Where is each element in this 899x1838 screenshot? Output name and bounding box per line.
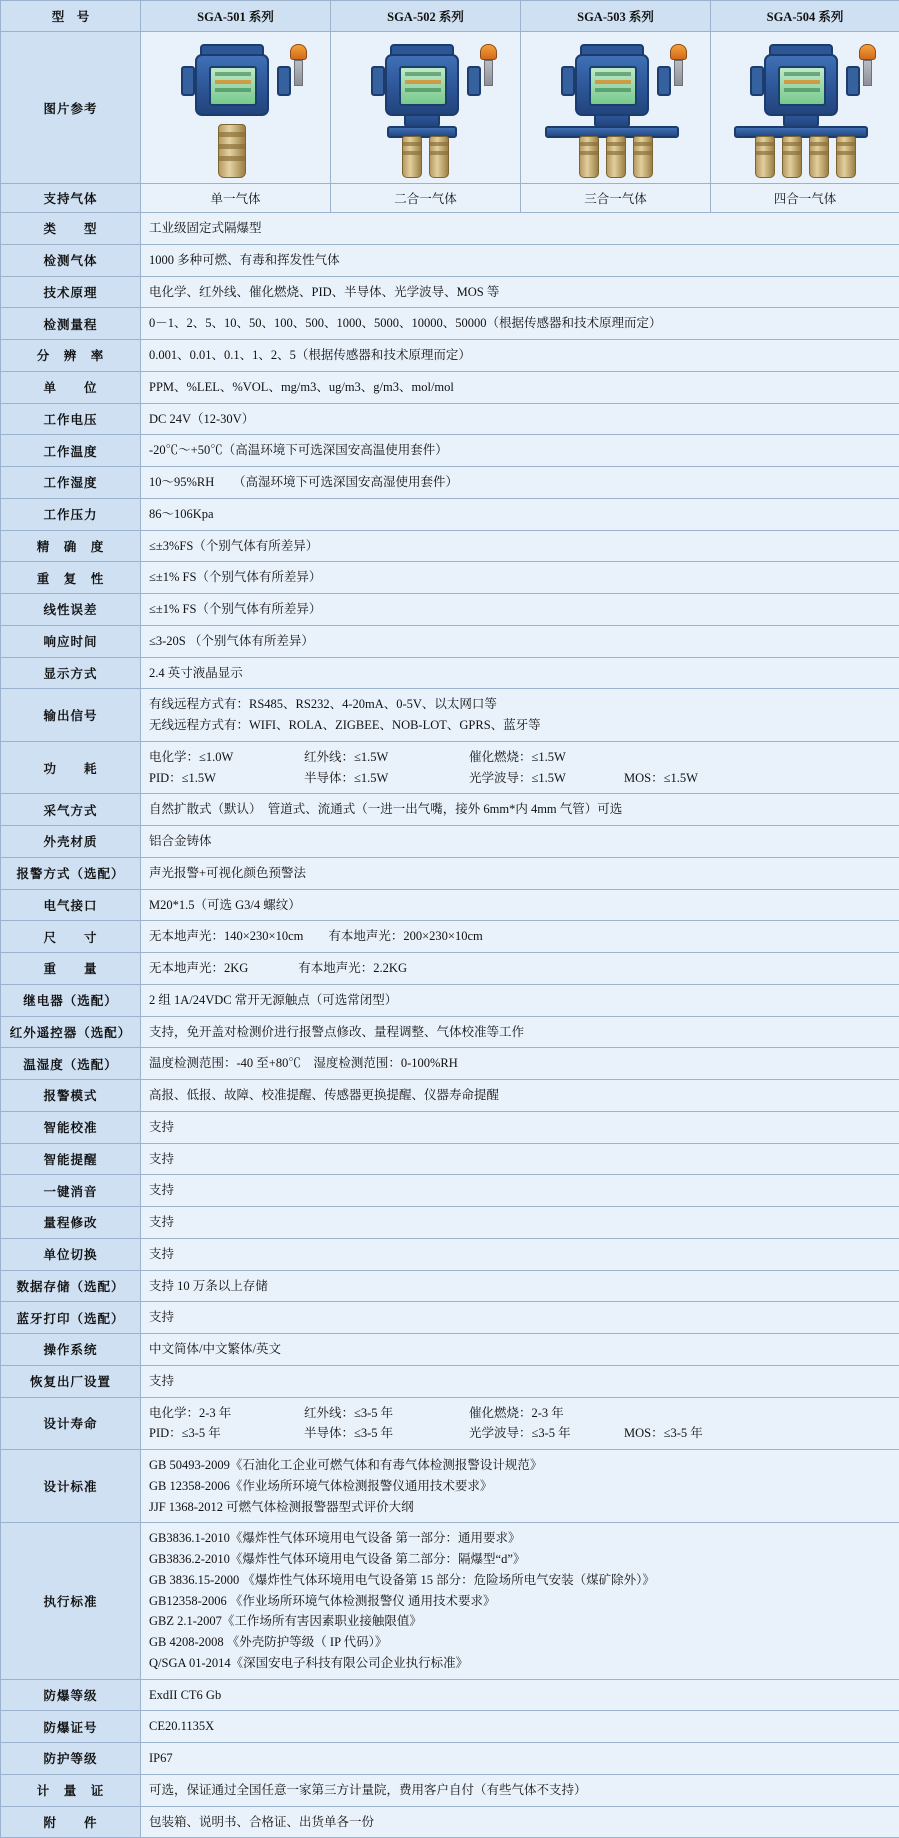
row-value xyxy=(141,371,899,403)
row-value-line: GB 50493-2009《石油化工企业可燃气体和有毒气体检测报警设计规范》 xyxy=(149,1455,891,1476)
row-label: 工作压力 xyxy=(1,498,141,530)
row-value-line: 铝合金铸体 xyxy=(149,831,891,852)
row-value-line: GB12358-2006 《作业场所环境气体检测报警仪 通用技术要求》 xyxy=(149,1591,891,1612)
row-value-cell: PID：≤3-5 年 xyxy=(149,1423,304,1444)
table-row xyxy=(1,371,899,403)
gas-value-501: 单一气体 xyxy=(141,184,331,213)
row-value-line: 高报、低报、故障、校准提醒、传感器更换提醒、仪器寿命提醒 xyxy=(149,1085,891,1106)
model-502: SGA-502 系列 xyxy=(331,1,521,32)
row-label: 分 辨 率 xyxy=(1,340,141,372)
table-row xyxy=(1,826,899,858)
image-row-label: 图片参考 xyxy=(1,32,141,184)
row-value-line: 电化学、红外线、催化燃烧、PID、半导体、光学波导、MOS 等 xyxy=(149,282,891,303)
table-row xyxy=(1,530,899,562)
row-value xyxy=(141,435,899,467)
row-value xyxy=(141,1365,899,1397)
row-value-line: 支持 xyxy=(149,1149,891,1170)
row-value-line: 1000 多种可燃、有毒和挥发性气体 xyxy=(149,250,891,271)
row-label: 智能提醒 xyxy=(1,1143,141,1175)
sensor-probe-icon xyxy=(633,136,653,178)
row-label: 防护等级 xyxy=(1,1743,141,1775)
sensor-probe-icon xyxy=(809,136,829,178)
row-label: 单位切换 xyxy=(1,1238,141,1270)
row-value-line: CE20.1135X xyxy=(149,1716,891,1737)
row-value xyxy=(141,1207,899,1239)
row-value xyxy=(141,1774,899,1806)
row-value xyxy=(141,1143,899,1175)
row-value xyxy=(141,1175,899,1207)
device-image-502 xyxy=(331,32,521,184)
row-value-line: GB3836.1-2010《爆炸性气体环境用电气设备 第一部分：通用要求》 xyxy=(149,1528,891,1549)
row-label: 温湿度（选配） xyxy=(1,1048,141,1080)
gas-value-502: 二合一气体 xyxy=(331,184,521,213)
table-row xyxy=(1,1397,899,1450)
table-row-model xyxy=(1,1,899,32)
row-value xyxy=(141,1080,899,1112)
row-value-line: ≤±1% FS（个别气体有所差异） xyxy=(149,567,891,588)
row-label: 恢复出厂设置 xyxy=(1,1365,141,1397)
row-value xyxy=(141,340,899,372)
row-label: 工作温度 xyxy=(1,435,141,467)
row-label: 外壳材质 xyxy=(1,826,141,858)
row-value xyxy=(141,741,899,794)
table-row xyxy=(1,741,899,794)
table-row xyxy=(1,1207,899,1239)
row-label: 尺 寸 xyxy=(1,921,141,953)
table-row xyxy=(1,308,899,340)
row-label: 报警方式（选配） xyxy=(1,857,141,889)
row-value xyxy=(141,857,899,889)
display-screen-icon xyxy=(209,66,257,106)
gas-detector-illustration-triple xyxy=(531,36,701,181)
alarm-lamp-icon xyxy=(290,44,307,86)
model-row-label: 型 号 xyxy=(1,1,141,32)
row-value-line: ≤±3%FS（个别气体有所差异） xyxy=(149,536,891,557)
row-value xyxy=(141,1111,899,1143)
row-value-line: 2 组 1A/24VDC 常开无源触点（可选常闭型） xyxy=(149,990,891,1011)
table-row xyxy=(1,689,899,742)
row-value-cell: MOS：≤3-5 年 xyxy=(624,1423,764,1444)
sensor-probe-icon xyxy=(218,124,246,178)
table-row xyxy=(1,1238,899,1270)
table-row xyxy=(1,244,899,276)
table-row xyxy=(1,1143,899,1175)
table-row xyxy=(1,657,899,689)
sensor-probe-icon xyxy=(579,136,599,178)
row-value xyxy=(141,276,899,308)
row-value-line: 无本地声光：2KG 有本地声光：2.2KG xyxy=(149,958,891,979)
row-value xyxy=(141,1397,899,1450)
row-value-line: IP67 xyxy=(149,1748,891,1769)
display-screen-icon xyxy=(778,66,826,106)
row-value xyxy=(141,403,899,435)
device-image-501 xyxy=(141,32,331,184)
row-label: 蓝牙打印（选配） xyxy=(1,1302,141,1334)
gas-value-504: 四合一气体 xyxy=(711,184,899,213)
sensor-probe-icon xyxy=(836,136,856,178)
row-label: 检测量程 xyxy=(1,308,141,340)
row-value-line: Q/SGA 01-2014《深国安电子科技有限公司企业执行标准》 xyxy=(149,1653,891,1674)
row-value-line: 无本地声光：140×230×10cm 有本地声光：200×230×10cm xyxy=(149,926,891,947)
gas-detector-illustration-single xyxy=(151,36,321,181)
row-value-line: GB 12358-2006《作业场所环境气体检测报警仪通用技术要求》 xyxy=(149,1476,891,1497)
sensor-probe-icon xyxy=(429,136,449,178)
row-value-line: 工业级固定式隔爆型 xyxy=(149,218,891,239)
row-value xyxy=(141,1302,899,1334)
gas-value-503: 三合一气体 xyxy=(521,184,711,213)
row-label: 电气接口 xyxy=(1,889,141,921)
row-label: 精 确 度 xyxy=(1,530,141,562)
row-value-cell xyxy=(624,747,764,768)
row-value-line: ExdII CT6 Gb xyxy=(149,1685,891,1706)
row-value-cell: 半导体：≤3-5 年 xyxy=(304,1423,469,1444)
row-value-line: 温度检测范围：-40 至+80℃ 湿度检测范围：0-100%RH xyxy=(149,1053,891,1074)
row-label: 一键消音 xyxy=(1,1175,141,1207)
row-label: 功 耗 xyxy=(1,741,141,794)
row-value-line: 支持 xyxy=(149,1307,891,1328)
row-value-line: 支持，免开盖对检测价进行报警点修改、量程调整、气体校准等工作 xyxy=(149,1022,891,1043)
row-value xyxy=(141,1016,899,1048)
row-value-line: 声光报警+可视化颜色预警法 xyxy=(149,863,891,884)
row-value-line: 无线远程方式有：WIFI、ROLA、ZIGBEE、NOB-LOT、GPRS、蓝牙等 xyxy=(149,715,891,736)
table-row xyxy=(1,594,899,626)
table-row xyxy=(1,1302,899,1334)
row-label: 类 型 xyxy=(1,213,141,245)
row-value-cell: MOS：≤1.5W xyxy=(624,768,764,789)
table-row xyxy=(1,1523,899,1679)
row-value-cell: 光学波导：≤3-5 年 xyxy=(469,1423,624,1444)
row-label: 工作电压 xyxy=(1,403,141,435)
row-label: 单 位 xyxy=(1,371,141,403)
row-value xyxy=(141,1806,899,1838)
alarm-lamp-icon xyxy=(480,44,497,86)
row-label: 继电器（选配） xyxy=(1,984,141,1016)
row-label: 显示方式 xyxy=(1,657,141,689)
row-value-line: ≤3-20S （个别气体有所差异） xyxy=(149,631,891,652)
alarm-lamp-icon xyxy=(859,44,876,86)
row-label: 检测气体 xyxy=(1,244,141,276)
row-value-line: 有线远程方式有：RS485、RS232、4-20mA、0-5V、以太网口等 xyxy=(149,694,891,715)
sensor-probe-group xyxy=(531,136,701,178)
row-label: 红外遥控器（选配） xyxy=(1,1016,141,1048)
table-row xyxy=(1,1743,899,1775)
row-value-cell: 红外线：≤3-5 年 xyxy=(304,1403,469,1424)
row-value xyxy=(141,1270,899,1302)
table-row xyxy=(1,857,899,889)
row-label: 重 复 性 xyxy=(1,562,141,594)
sensor-probe-icon xyxy=(782,136,802,178)
row-value-line: 支持 10 万条以上存储 xyxy=(149,1276,891,1297)
table-row xyxy=(1,625,899,657)
row-value xyxy=(141,308,899,340)
table-row xyxy=(1,340,899,372)
row-label: 智能校准 xyxy=(1,1111,141,1143)
table-row-gas-support xyxy=(1,184,899,213)
row-label: 重 量 xyxy=(1,953,141,985)
row-value-line: JJF 1368-2012 可燃气体检测报警器型式评价大纲 xyxy=(149,1497,891,1518)
row-label: 操作系统 xyxy=(1,1334,141,1366)
row-value-line: ≤±1% FS（个别气体有所差异） xyxy=(149,599,891,620)
row-value xyxy=(141,689,899,742)
table-row xyxy=(1,498,899,530)
table-row-images xyxy=(1,32,899,184)
row-value xyxy=(141,657,899,689)
display-screen-icon xyxy=(589,66,637,106)
table-row xyxy=(1,921,899,953)
row-value xyxy=(141,1523,899,1679)
row-value xyxy=(141,594,899,626)
row-value-line: 包装箱、说明书、合格证、出货单各一份 xyxy=(149,1812,891,1833)
row-value-line: -20℃～+50℃（高温环境下可选深国安高温使用套件） xyxy=(149,440,891,461)
row-value-line: 支持 xyxy=(149,1117,891,1138)
gas-row-label: 支持气体 xyxy=(1,184,141,213)
row-label: 采气方式 xyxy=(1,794,141,826)
row-value-line: M20*1.5（可选 G3/4 螺纹） xyxy=(149,895,891,916)
row-label: 工作湿度 xyxy=(1,467,141,499)
row-value xyxy=(141,562,899,594)
row-value-line: 86～106Kpa xyxy=(149,504,891,525)
row-value-cell: 催化燃烧：≤1.5W xyxy=(469,747,624,768)
table-row xyxy=(1,467,899,499)
table-row xyxy=(1,1774,899,1806)
sensor-probe-icon xyxy=(606,136,626,178)
row-value xyxy=(141,1679,899,1711)
row-label: 数据存储（选配） xyxy=(1,1270,141,1302)
row-value-line: 0－1、2、5、10、50、100、500、1000、5000、10000、50000（根据传感器和技术原理而定） xyxy=(149,313,891,334)
table-row xyxy=(1,276,899,308)
row-value-line: GBZ 2.1-2007《工作场所有害因素职业接触限值》 xyxy=(149,1611,891,1632)
row-value xyxy=(141,984,899,1016)
sensor-probe-icon xyxy=(402,136,422,178)
row-value-line: 中文简体/中文繁体/英文 xyxy=(149,1339,891,1360)
table-row xyxy=(1,1365,899,1397)
row-value xyxy=(141,1238,899,1270)
row-value xyxy=(141,826,899,858)
row-label: 设计标准 xyxy=(1,1450,141,1523)
device-image-504 xyxy=(711,32,899,184)
row-label: 附 件 xyxy=(1,1806,141,1838)
row-value xyxy=(141,794,899,826)
row-value-line: 10～95%RH （高湿环境下可选深国安高湿使用套件） xyxy=(149,472,891,493)
row-value xyxy=(141,1048,899,1080)
row-value-cell: 电化学：≤1.0W xyxy=(149,747,304,768)
row-label: 设计寿命 xyxy=(1,1397,141,1450)
table-row xyxy=(1,1334,899,1366)
row-label: 线性误差 xyxy=(1,594,141,626)
row-value-cell: 红外线：≤1.5W xyxy=(304,747,469,768)
row-value-line: GB 4208-2008 《外壳防护等级（ IP 代码）》 xyxy=(149,1632,891,1653)
row-label: 输出信号 xyxy=(1,689,141,742)
row-value-line: 可选，保证通过全国任意一家第三方计量院，费用客户自付（有些气体不支持） xyxy=(149,1780,891,1801)
row-value-line: 支持 xyxy=(149,1212,891,1233)
row-value-cell: 催化燃烧：2-3 年 xyxy=(469,1403,624,1424)
row-value xyxy=(141,889,899,921)
row-value-line: 支持 xyxy=(149,1244,891,1265)
table-row xyxy=(1,1111,899,1143)
row-label: 报警模式 xyxy=(1,1080,141,1112)
device-image-503 xyxy=(521,32,711,184)
table-row xyxy=(1,889,899,921)
row-value-cell: 电化学：2-3 年 xyxy=(149,1403,304,1424)
model-504: SGA-504 系列 xyxy=(711,1,899,32)
row-value xyxy=(141,921,899,953)
row-value xyxy=(141,467,899,499)
table-row xyxy=(1,1016,899,1048)
table-row xyxy=(1,1450,899,1523)
gas-detector-illustration-dual xyxy=(341,36,511,181)
row-value-line: 2.4 英寸液晶显示 xyxy=(149,663,891,684)
table-row xyxy=(1,1080,899,1112)
gas-detector-illustration-quad xyxy=(720,36,890,181)
row-value xyxy=(141,1334,899,1366)
sensor-probe-icon xyxy=(755,136,775,178)
row-value xyxy=(141,625,899,657)
row-value xyxy=(141,498,899,530)
row-value xyxy=(141,1743,899,1775)
row-value-line: 支持 xyxy=(149,1371,891,1392)
row-value-line: GB 3836.15-2000 《爆炸性气体环境用电气设备第 15 部分：危险场所电气安装（煤矿除外）》 xyxy=(149,1570,891,1591)
table-row xyxy=(1,1679,899,1711)
row-label: 量程修改 xyxy=(1,1207,141,1239)
row-value-cell xyxy=(624,1403,764,1424)
sensor-probe-group xyxy=(341,136,511,178)
row-value-line: 支持 xyxy=(149,1180,891,1201)
table-row xyxy=(1,1175,899,1207)
model-503: SGA-503 系列 xyxy=(521,1,711,32)
alarm-lamp-icon xyxy=(670,44,687,86)
row-value xyxy=(141,213,899,245)
row-label: 防爆证号 xyxy=(1,1711,141,1743)
row-value-line: DC 24V（12-30V） xyxy=(149,409,891,430)
row-value-line: GB3836.2-2010《爆炸性气体环境用电气设备 第二部分：隔爆型“d”》 xyxy=(149,1549,891,1570)
row-label: 响应时间 xyxy=(1,625,141,657)
table-row xyxy=(1,953,899,985)
table-row xyxy=(1,213,899,245)
row-value-cell: 半导体：≤1.5W xyxy=(304,768,469,789)
row-value-line: PPM、%LEL、%VOL、mg/m3、ug/m3、g/m3、mol/mol xyxy=(149,377,891,398)
model-501: SGA-501 系列 xyxy=(141,1,331,32)
table-row xyxy=(1,1806,899,1838)
row-label: 技术原理 xyxy=(1,276,141,308)
row-value-cell: PID：≤1.5W xyxy=(149,768,304,789)
row-value-line: 自然扩散式（默认） 管道式、流通式（一进一出气嘴，接外 6mm*内 4mm 气管）可选 xyxy=(149,799,891,820)
table-row xyxy=(1,562,899,594)
display-screen-icon xyxy=(399,66,447,106)
sensor-probe-group xyxy=(720,136,890,178)
row-value-cell: 光学波导：≤1.5W xyxy=(469,768,624,789)
row-value xyxy=(141,1450,899,1523)
table-row xyxy=(1,794,899,826)
table-row xyxy=(1,1048,899,1080)
row-value xyxy=(141,953,899,985)
table-row xyxy=(1,403,899,435)
row-value xyxy=(141,530,899,562)
table-row xyxy=(1,435,899,467)
row-label: 计 量 证 xyxy=(1,1774,141,1806)
row-label: 执行标准 xyxy=(1,1523,141,1679)
row-value xyxy=(141,1711,899,1743)
row-value-line: 0.001、0.01、0.1、1、2、5（根据传感器和技术原理而定） xyxy=(149,345,891,366)
row-value xyxy=(141,244,899,276)
table-row xyxy=(1,984,899,1016)
row-label: 防爆等级 xyxy=(1,1679,141,1711)
table-row xyxy=(1,1270,899,1302)
table-row xyxy=(1,1711,899,1743)
